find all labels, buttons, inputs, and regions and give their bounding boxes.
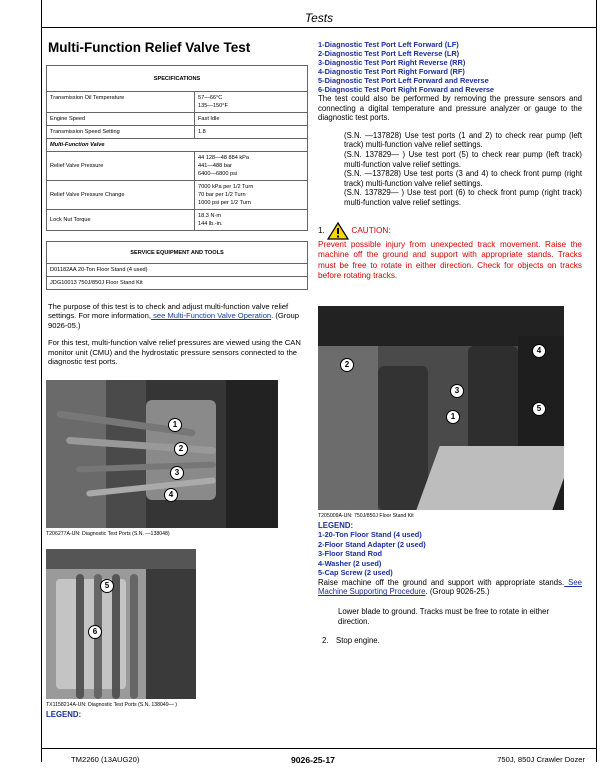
lower-blade-text: Lower blade to ground. Tracks must be free to rotate in either direction.: [338, 607, 550, 626]
diagnostic-ports-photo-2: [46, 549, 196, 699]
table-row: [47, 264, 308, 277]
step-number: 1.: [318, 225, 325, 235]
footer-page-number: 9026-25-17: [291, 755, 335, 765]
spec-label: Relief Valve Pressure Change: [47, 181, 195, 210]
list-item: 3-Floor Stand Rod: [318, 549, 383, 559]
caution-label: CAUTION:: [351, 225, 391, 235]
photo-3-caption: T205009A-UN: 750J/850J Floor Stand Kit: [318, 512, 414, 519]
footer-machine: 750J, 850J Crawler Dozer: [497, 755, 585, 764]
callout-5: 5: [100, 579, 114, 593]
test-port-list: [318, 40, 582, 94]
caution-text: Prevent possible injury from unexpected track movement. Raise the machine off the ground and support with appropriate stands. Tracks must be free to rotate in either direction. Check for objects on tracks before rotating tracks.: [318, 239, 582, 281]
spec-value: 57—66°C 135—150°F: [195, 92, 308, 113]
table-row: [47, 126, 308, 139]
step-2: [318, 636, 582, 646]
legend-title: LEGEND:: [318, 520, 354, 530]
list-item: 1-20-Ton Floor Stand (4 used): [318, 529, 422, 539]
step-text: Stop engine.: [336, 636, 380, 646]
table-row: [47, 113, 308, 126]
list-item: 4-Washer (2 used): [318, 558, 382, 568]
diagnostic-ports-photo-1: [46, 380, 278, 528]
table-row: [47, 92, 308, 113]
spec-value: 44 128—48 884 kPa 441—488 bar 6400—6800 psi: [195, 152, 308, 181]
right-column: [318, 40, 582, 646]
raise-machine-text: Raise machine off the ground and support with appropriate stands. See Machine Supporting Procedure. (Group 9026-25.): [318, 577, 582, 597]
equipment-item: JDG10013 750J/850J Floor Stand Kit: [47, 277, 308, 290]
spec-label: Engine Speed: [47, 113, 195, 126]
alternative-method-text: The test could also be performed by removing the pressure sensors and connecting a digital temperature and pressure analyzer or gauge to the diagnostic test ports.: [318, 94, 582, 123]
left-column: [46, 36, 314, 719]
step-number: 2.: [322, 636, 329, 646]
footer-doc-id: TM2260 (13AUG20): [71, 755, 140, 764]
service-equipment-table: [46, 241, 308, 290]
page-footer: [41, 748, 597, 768]
photo-2-caption: TX1158214A-UN: Diagnostic Test Ports (S.N. 138049— ): [46, 702, 177, 709]
callout-4: 4: [532, 344, 546, 358]
legend-list: [318, 530, 582, 578]
callout-4: 4: [164, 488, 178, 502]
list-item: 5-Cap Screw (2 used): [318, 568, 393, 578]
list-item: (S.N. 137829— ) Use test port (5) to check rear pump (left track) multi-function valve relief settings.: [344, 149, 582, 169]
spec-value: Fast Idle: [195, 113, 308, 126]
list-item: (S.N. —137828) Use test ports (3 and 4) to check front pump (right track) multi-function valve relief settings.: [344, 169, 582, 188]
callout-5: 5: [532, 402, 546, 416]
table-row: [47, 152, 308, 181]
spec-value: 18.3 N·m 144 lb.-in.: [195, 210, 308, 231]
list-item: 5-Diagnostic Test Port Left Forward and Reverse: [318, 76, 489, 85]
spec-subheading: Multi-Function Valve: [47, 139, 308, 152]
list-item: 3-Diagnostic Test Port Right Reverse (RR): [318, 58, 466, 67]
spec-value: 7000 kPa per 1/2 Turn 70 bar per 1/2 Turn 1000 psi per 1/2 Turn: [195, 181, 308, 210]
spec-heading: SPECIFICATIONS: [47, 66, 308, 92]
callout-6: 6: [88, 625, 102, 639]
floor-stand-photo: [318, 306, 564, 510]
table-row: [47, 277, 308, 290]
spec-label: Transmission Oil Temperature: [47, 92, 195, 113]
section-title: Multi-Function Relief Valve Test: [48, 40, 251, 55]
list-item: (S.N. —137828) Use test ports (1 and 2) to check rear pump (left track) multi-function valve relief settings.: [344, 130, 582, 150]
photo-1-caption: T206277A-UN: Diagnostic Test Ports (S.N. —138048): [46, 531, 170, 538]
spec-label: Lock Nut Torque: [47, 210, 195, 231]
page-header: Tests: [41, 8, 597, 28]
list-item: 6-Diagnostic Test Port Right Forward and Reverse: [318, 85, 495, 94]
equipment-item: D01182AA 20-Ton Floor Stand (4 used): [47, 264, 308, 277]
spec-value: 1.8: [195, 126, 308, 139]
callout-2: 2: [174, 442, 188, 456]
callout-2: 2: [340, 358, 354, 372]
spec-label: Transmission Speed Setting: [47, 126, 195, 139]
list-item: 1-Diagnostic Test Port Left Forward (LF): [318, 40, 459, 49]
warning-triangle-icon: [327, 222, 349, 240]
callout-3: 3: [170, 466, 184, 480]
purpose-paragraph: The purpose of this test is to check and adjust multi-function valve relief settings. For more information, see Multi-Function Valve Operation. (Group 9026-05.): [48, 302, 299, 330]
equipment-heading: SERVICE EQUIPMENT AND TOOLS: [47, 242, 308, 264]
serial-number-notes: [318, 131, 582, 208]
supporting-procedure-link[interactable]: See Machine Supporting Procedure: [318, 577, 582, 597]
specifications-table: [46, 65, 308, 231]
spec-label: Relief Valve Pressure: [47, 152, 195, 181]
list-item: (S.N. 137829— ) Use test port (6) to check front pump (right track) multi-function valve relief settings.: [344, 188, 582, 207]
table-row: [47, 210, 308, 231]
callout-3: 3: [450, 384, 464, 398]
list-item: 2-Floor Stand Adapter (2 used): [318, 539, 426, 549]
left-legend-title: LEGEND:: [46, 710, 82, 720]
caution-block: [318, 222, 582, 282]
for-test-paragraph: For this test, multi-function valve relief pressures are viewed using the CAN monitor unit (CMU) and the hydrostatic pressure sensors connected to the diagnostic test ports.: [48, 338, 301, 367]
list-item: 2-Diagnostic Test Port Left Reverse (LR): [318, 49, 460, 58]
list-item: 4-Diagnostic Test Port Right Forward (RF): [318, 67, 465, 76]
callout-1: 1: [446, 410, 460, 424]
valve-operation-link[interactable]: see Multi-Function Valve Operation: [150, 311, 272, 321]
callout-1: 1: [168, 418, 182, 432]
table-row: [47, 181, 308, 210]
